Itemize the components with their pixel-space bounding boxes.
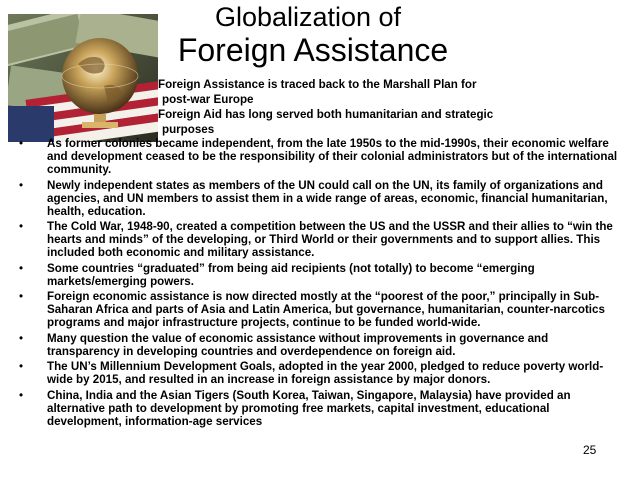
bullet-marker: •: [19, 137, 24, 150]
bullet-item: [19, 332, 619, 358]
bullet-text: China, India and the Asian Tigers (South Korea, Taiwan, Singapore, Malaysia) have provided an alternative path to development by promoting free markets, capital investment, educational development, information-age services: [47, 388, 571, 428]
bullet-item: [19, 360, 619, 386]
bullet-marker: •: [19, 178, 24, 192]
intro-line: post-war Europe: [162, 93, 254, 106]
bullet-item: [19, 220, 619, 259]
bullet-marker: •: [19, 220, 24, 234]
bullet-text: The Cold War, 1948-90, created a competition between the US and the USSR and their allies to “win the hearts and minds” of the developing, or Third World or their governments and to support allies. This included both economic and military assistance.: [47, 220, 613, 260]
bullet-marker: •: [19, 290, 24, 304]
intro-line: Foreign Aid has long served both humanitarian and strategic: [158, 108, 494, 121]
page-number: 25: [583, 443, 597, 457]
bullet-item: [19, 290, 619, 329]
bullet-text: Many question the value of economic assistance without improvements in governance and transparency in developing countries and overdependence on foreign aid.: [47, 331, 549, 358]
bullet-marker: •: [19, 360, 24, 374]
bullet-item: [19, 179, 619, 218]
bullet-item: [19, 262, 619, 288]
bullet-text: As former colonies became independent, from the late 1950s to the mid-1990s, their economic welfare and development ceased to be the responsibility of their colonial administrators but of the international community.: [47, 137, 618, 177]
globe-icon: [8, 14, 158, 142]
intro-text: [158, 77, 578, 137]
slide-title-line-1: Globalization of: [214, 2, 402, 32]
bullet-list: [19, 137, 619, 430]
intro-line: purposes: [162, 123, 215, 136]
bullet-text: The UN’s Millennium Development Goals, adopted in the year 2000, pledged to reduce poverty world-wide by 2015, and resulted in an increase in foreign assistance by major donors.: [47, 360, 604, 387]
globe-money-flag-image: [8, 14, 158, 142]
bullet-text: Newly independent states as members of the UN could call on the UN, its family of organizations and agencies, and UN members to assist them in a wide range of areas, economic, financial humanitarian, health, education.: [47, 178, 608, 218]
slide-title-line-2: Foreign Assistance: [177, 32, 449, 68]
intro-line: Foreign Assistance is traced back to the Marshall Plan for: [158, 78, 477, 91]
bullet-marker: •: [19, 331, 24, 345]
bullet-item: [19, 137, 619, 176]
bullet-marker: •: [19, 261, 24, 275]
bullet-text: Some countries “graduated” from being aid recipients (not totally) to become “emerging markets/emerging powers.: [47, 261, 535, 288]
bullet-marker: •: [19, 388, 24, 402]
bullet-text: Foreign economic assistance is now directed mostly at the “poorest of the poor,” principally in Sub-Saharan Africa and parts of Asia and Latin America, but governance, humanitarian, counter-narcotics programs and major infrastructure projects, continue to be funded world-wide.: [47, 290, 605, 330]
bullet-item: [19, 389, 619, 428]
